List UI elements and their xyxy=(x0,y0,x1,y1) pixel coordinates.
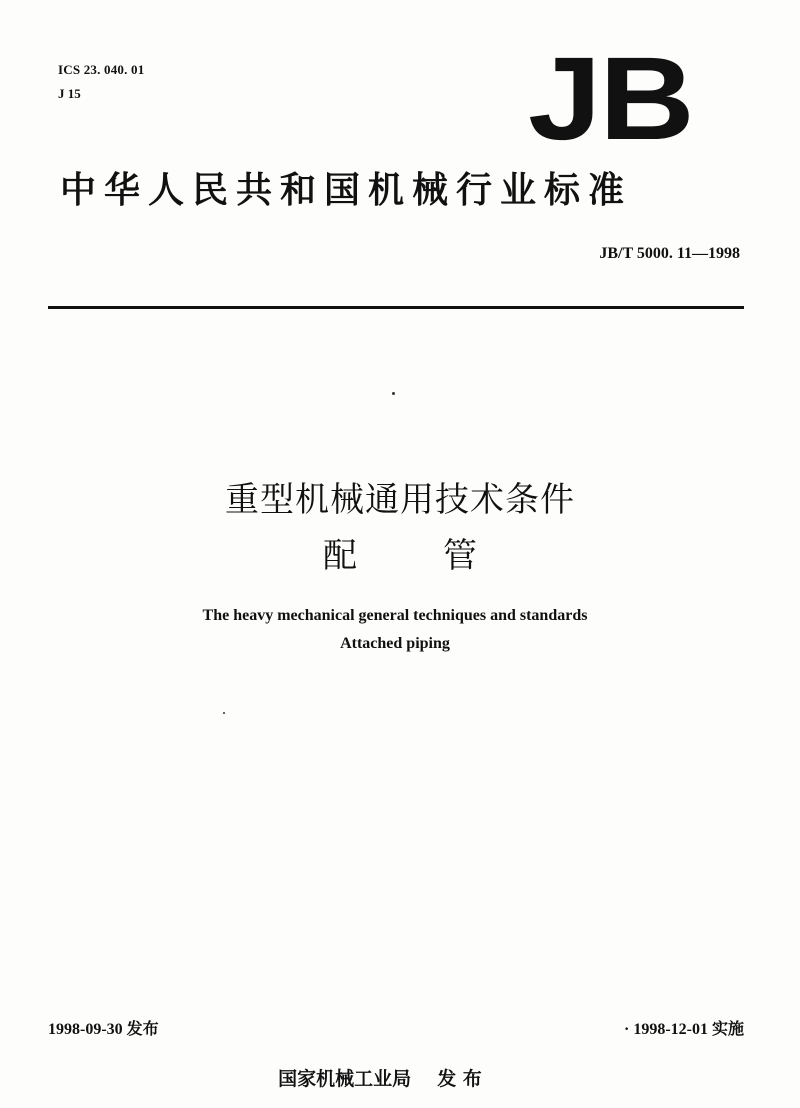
publisher-name: 国家机械工业局 xyxy=(278,1068,412,1090)
classification-code: J 15 xyxy=(58,86,81,101)
chinese-subtitle-part2: 管 xyxy=(443,536,477,576)
publisher xyxy=(0,1064,760,1091)
english-title: The heavy mechanical general techniques and standards xyxy=(202,607,588,624)
chinese-subtitle-part1: 配 xyxy=(323,536,357,576)
standard-number: JB/T 5000. 11—1998 xyxy=(599,245,740,262)
issue-date: 1998-09-30 发布 xyxy=(48,1021,159,1038)
implementation-date: · 1998-12-01 实施 xyxy=(624,1021,744,1038)
chinese-title: 重型机械通用技术条件 xyxy=(225,480,575,520)
standard-title: 中华人民共和国机械行业标准 xyxy=(60,170,633,211)
chinese-subtitle xyxy=(0,528,800,577)
publish-label: 发 布 xyxy=(437,1068,482,1090)
english-subtitle: Attached piping xyxy=(340,635,450,652)
header-divider xyxy=(48,306,744,309)
scan-speck xyxy=(223,712,225,714)
ics-code: ICS 23. 040. 01 xyxy=(58,62,145,77)
scan-speck xyxy=(392,392,395,395)
jb-logo: JB xyxy=(528,33,693,165)
